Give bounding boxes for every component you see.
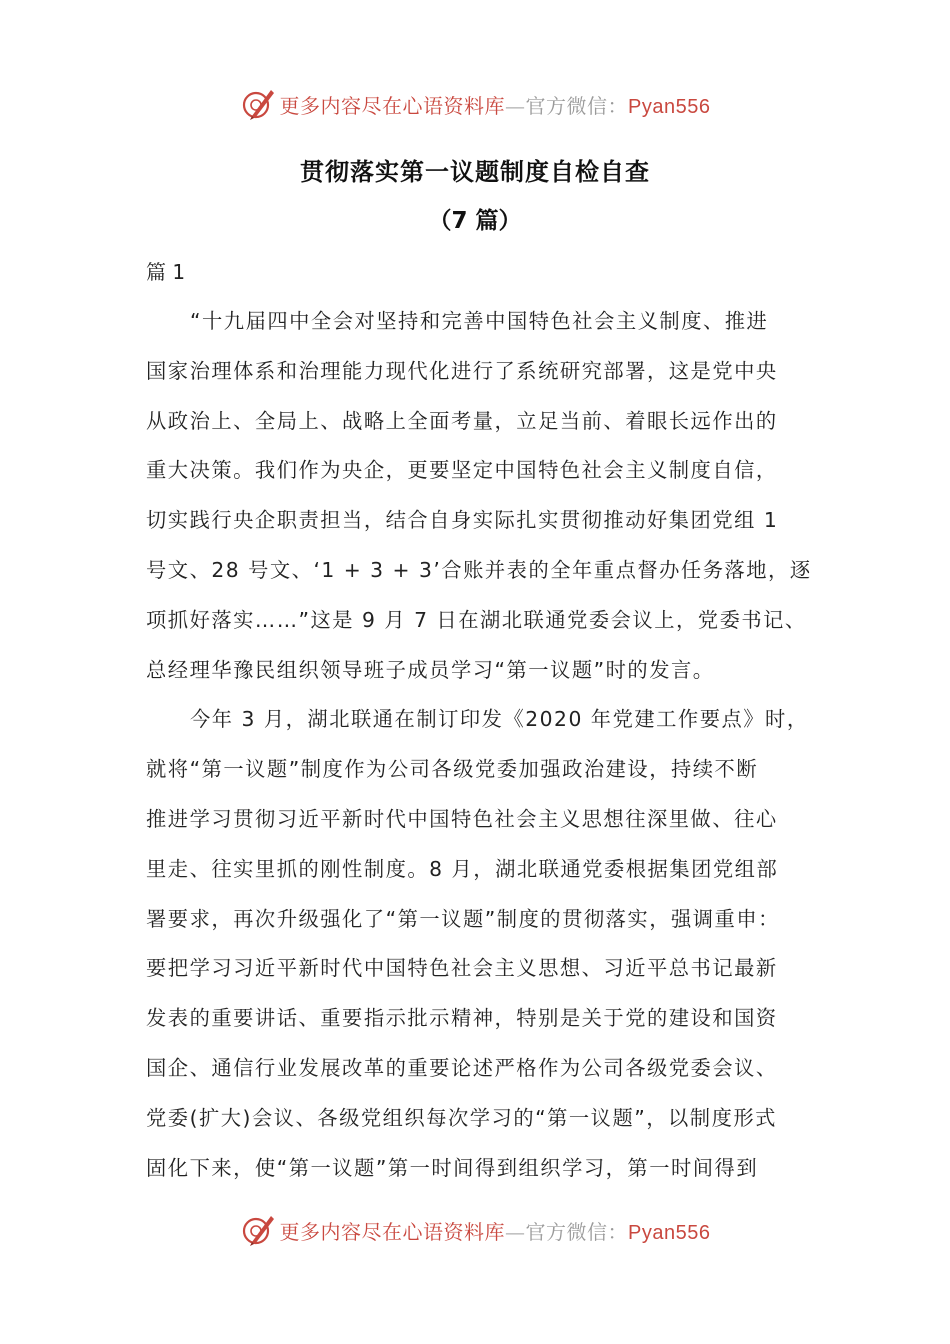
banner-slogan: 更多内容尽在心语资料库 (279, 93, 506, 118)
text-line: 推进学习贯彻习近平新时代中国特色社会主义思想往深里做、往心 (146, 806, 778, 831)
banner-dash: — (505, 1219, 526, 1244)
section-label: 篇 1 (146, 260, 186, 284)
banner-text (280, 1216, 711, 1245)
top-banner[interactable] (0, 84, 950, 124)
banner-text (280, 90, 711, 119)
banner-wechat-id: Pyan556 (628, 95, 711, 118)
pen-circle-logo-icon (240, 1212, 276, 1248)
text-line: 署要求，再次升级强化了“第一议题”制度的贯彻落实，强调重申： (146, 906, 780, 931)
bottom-banner[interactable] (0, 1210, 950, 1250)
text-line: 发表的重要讲话、重要指示批示精神，特别是关于党的建设和国资 (146, 1006, 778, 1031)
text-line: 今年 3 月，湖北联通在制订印发《2020 年党建工作要点》时， (190, 707, 809, 732)
banner-dash: — (505, 93, 526, 118)
text-line: 切实践行央企职责担当，结合自身实际扎实贯彻推动好集团党组 1 (146, 508, 779, 533)
document-subtitle: （7 篇） (428, 208, 522, 234)
text-line: 要把学习习近平新时代中国特色社会主义思想、习近平总书记最新 (146, 956, 778, 981)
text-line: 里走、往实里抓的刚性制度。8 月，湖北联通党委根据集团党组部 (146, 856, 779, 881)
banner-wechat-label: 官方微信： (525, 1219, 629, 1244)
document-title: 贯彻落实第一议题制度自检自查 (300, 158, 650, 186)
text-line: 号文、28 号文、‘1 + 3 + 3’合账并表的全年重点督办任务落地，逐 (146, 557, 812, 582)
pen-circle-logo-icon (240, 86, 276, 122)
text-line: 固化下来，使“第一议题”第一时间得到组织学习，第一时间得到 (146, 1155, 759, 1180)
text-line: 国企、通信行业发展改革的重要论述严格作为公司各级党委会议、 (146, 1055, 778, 1080)
banner-slogan: 更多内容尽在心语资料库 (279, 1219, 506, 1244)
text-line: 就将“第一议题”制度作为公司各级党委加强政治建设，持续不断 (146, 757, 759, 782)
body-text (146, 304, 822, 1200)
text-line: 从政治上、全局上、战略上全面考量，立足当前、着眼长远作出的 (146, 408, 778, 433)
text-line: 重大决策。我们作为央企，更要坚定中国特色社会主义制度自信， (146, 458, 778, 483)
text-line: 项抓好落实……”这是 9 月 7 日在湖北联通党委会议上，党委书记、 (146, 607, 807, 632)
banner-wechat-label: 官方微信： (525, 93, 629, 118)
text-line: 国家治理体系和治理能力现代化进行了系统研究部署，这是党中央 (146, 358, 778, 383)
banner-wechat-id: Pyan556 (628, 1221, 711, 1244)
text-line: 党委(扩大)会议、各级党组织每次学习的“第一议题”，以制度形式 (146, 1105, 777, 1130)
text-line: “十九届四中全会对坚持和完善中国特色社会主义制度、推进 (190, 309, 769, 333)
text-line: 总经理华豫民组织领导班子成员学习“第一议题”时的发言。 (146, 657, 715, 682)
